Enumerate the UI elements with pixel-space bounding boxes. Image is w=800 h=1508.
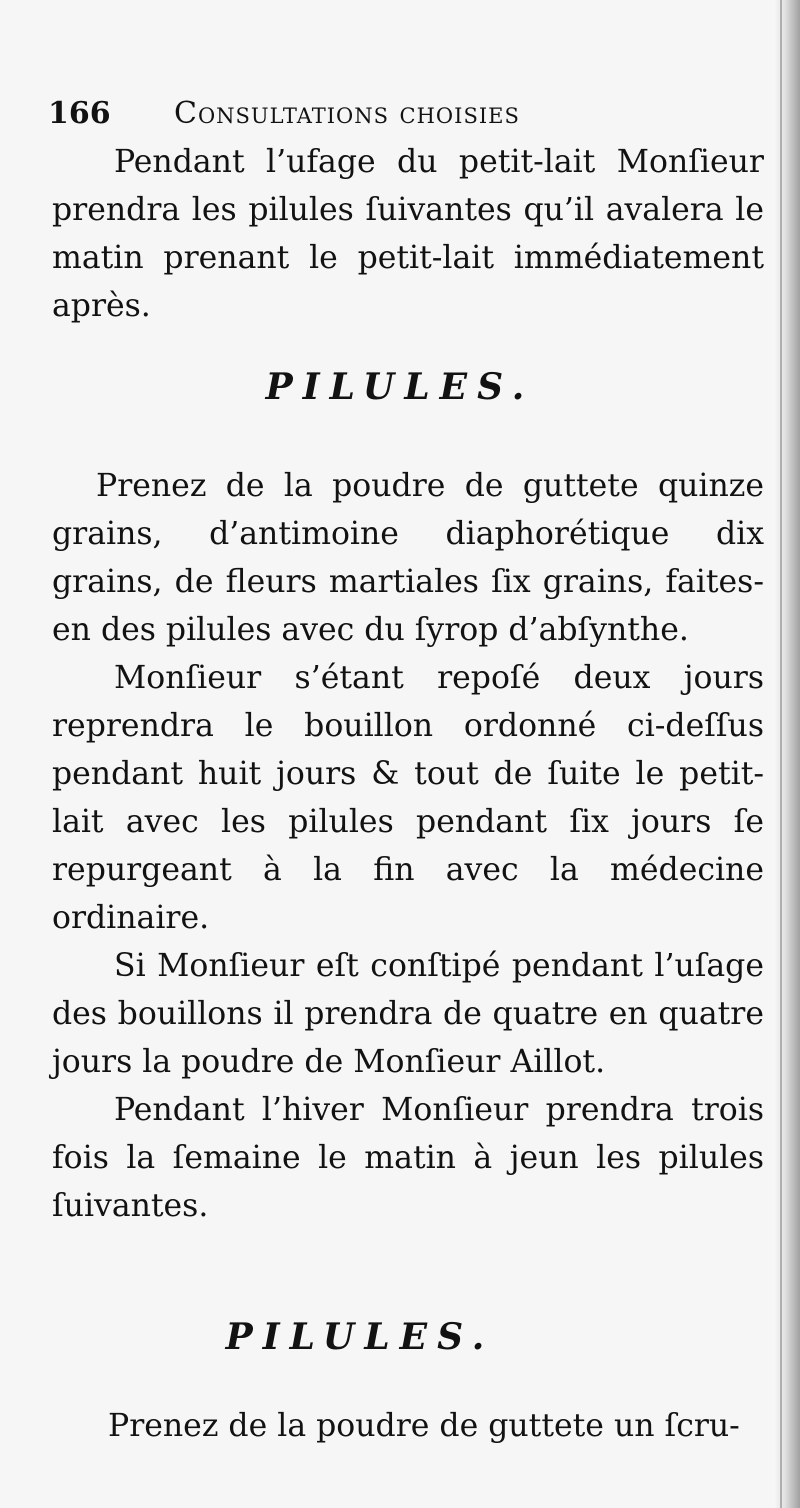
- paragraph: Pendant l’hiver Monſieur prendra trois fois la ſemaine le matin à jeun les pilules ſuivantes.: [52, 1092, 764, 1224]
- paragraph: Pendant l’ufage du petit-lait Monſieur prendra les pilules ſuivantes qu’il avalera le matin prenant le petit-lait immédiatement après.: [52, 144, 764, 324]
- section-heading: PILULES.: [225, 1316, 495, 1358]
- text-block-top: [52, 138, 764, 330]
- page-header: [48, 96, 768, 140]
- paragraph: Si Monſieur eſt conſtipé pendant l’uſage des bouillons il prendra de quatre en quatre jours la poudre de Monſieur Aillot.: [52, 948, 764, 1080]
- binding-shadow: [774, 0, 800, 1508]
- paragraph: Monſieur s’étant repoſé deux jours reprendra le bouillon ordonné ci-deſſus pendant huit jours & tout de ſuite le petit-lait avec les pilules pendant ſix jours ſe repurgeant à la fin avec la médecine ordinaire.: [52, 660, 764, 936]
- paragraph: Prenez de la poudre de guttete quinze grains, d’antimoine diaphorétique dix grains, de fleurs martiales ſix grains, faites-en des pilules avec du ſyrop d’abſynthe.: [52, 468, 764, 648]
- section-heading: PILULES.: [265, 366, 535, 408]
- page-number: 166: [48, 96, 111, 131]
- binding-edge: [780, 0, 782, 1508]
- text-block-middle: [52, 462, 764, 1230]
- paragraph: Prenez de la poudre de guttete un ſcru-: [108, 1408, 740, 1444]
- running-head: Consultations choisies: [174, 96, 520, 131]
- text-block-bottom: [52, 1402, 764, 1450]
